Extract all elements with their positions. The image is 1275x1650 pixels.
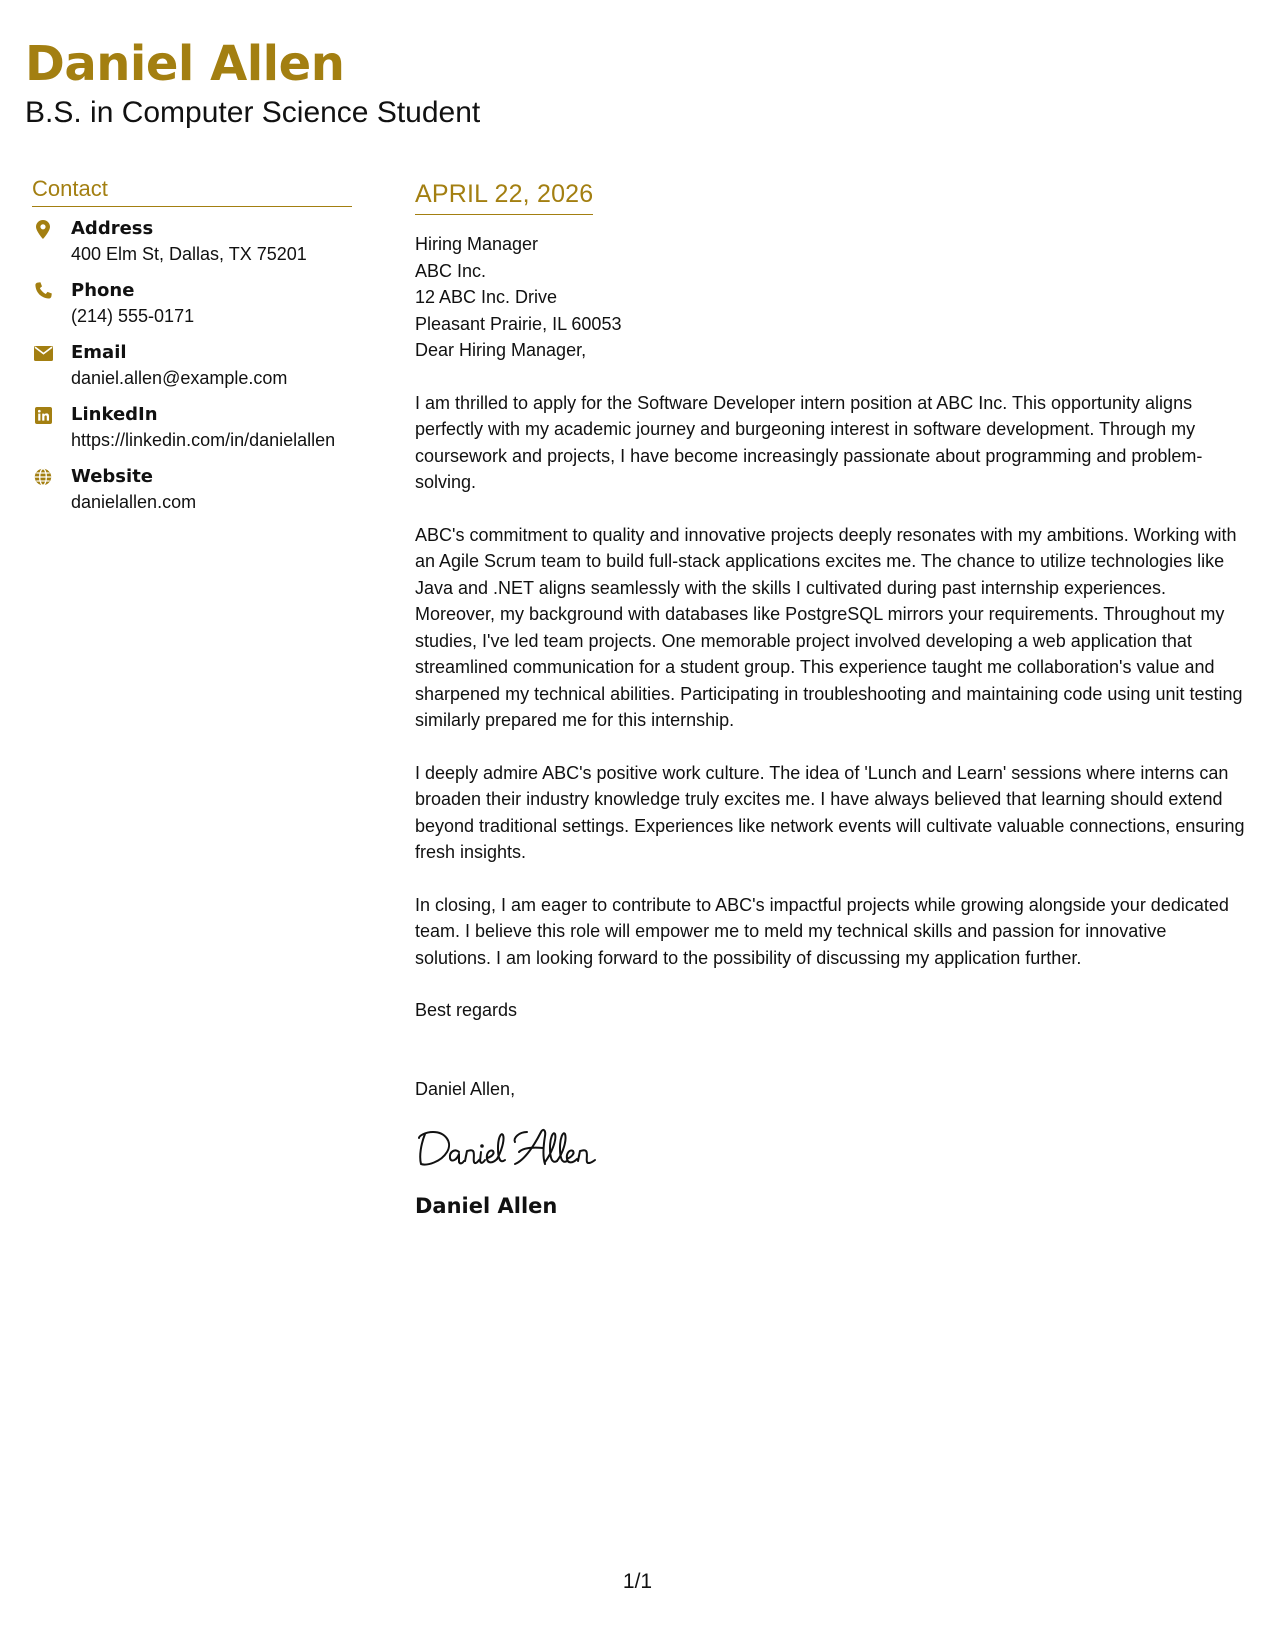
globe-icon <box>33 467 53 487</box>
contact-label: LinkedIn <box>71 404 158 425</box>
contact-heading: Contact <box>32 174 352 207</box>
contact-phone <box>32 279 352 329</box>
letter-date: APRIL 22, 2026 <box>415 177 593 215</box>
signoff-name: Daniel Allen, <box>415 1078 516 1099</box>
recipient-line: Pleasant Prairie, IL 60053 <box>415 313 622 334</box>
contact-label: Website <box>71 466 154 487</box>
contact-label: Email <box>71 342 127 363</box>
letter-paragraph: I deeply admire ABC's positive work culture. The idea of 'Lunch and Learn' sessions where interns can broaden their industry knowledge truly excites me. I have always believed that learning should extend beyond traditional settings. Experiences like network events will cultivate valuable connections, ensuring fresh insights. <box>415 762 1245 862</box>
page-number: 1/1 <box>622 1570 653 1593</box>
contact-label: Address <box>71 218 154 239</box>
salutation: Dear Hiring Manager, <box>415 340 587 360</box>
applicant-name: Daniel Allen <box>25 36 345 92</box>
recipient-line: 12 ABC Inc. Drive <box>415 287 558 307</box>
recipient-line: Hiring Manager <box>415 234 539 254</box>
letter-paragraph: I am thrilled to apply for the Software Developer intern position at ABC Inc. This opportunity aligns perfectly with my academic journey and burgeoning interest in software development. Through my coursework and projects, I have become increasingly passionate about programming and problem-solving. <box>415 392 1203 492</box>
closing-line: Best regards <box>415 1000 518 1020</box>
signer-name: Daniel Allen <box>415 1194 558 1218</box>
letter-paragraph: ABC's commitment to quality and innovative projects deeply resonates with my ambitions. Working with an Agile Scrum team to build full-stack applications excites me. The chance to utilize technologies like Java and .NET aligns seamlessly with the skills I cultivated during past internship experiences. Moreover, my background with databases like PostgreSQL mirrors your requirements. Throughout my studies, I've led team projects. One memorable project involved developing a web application that streamlined communication for a student group. This experience taught me collaboration's value and sharpened my technical abilities. Participating in troubleshooting and maintaining code using unit testing similarly prepared me for this internship. <box>415 524 1243 730</box>
contact-linkedin <box>32 403 352 453</box>
contact-value: danielallen.com <box>71 492 197 512</box>
map-pin-icon <box>33 219 53 239</box>
contact-website <box>32 465 352 515</box>
recipient-block <box>415 231 1245 364</box>
envelope-icon <box>33 343 53 363</box>
contact-label: Phone <box>71 280 135 301</box>
phone-icon <box>33 281 53 301</box>
contact-sidebar <box>32 174 352 527</box>
contact-email <box>32 341 352 391</box>
contact-address <box>32 217 352 267</box>
letter-paragraph: In closing, I am eager to contribute to ABC's impactful projects while growing alongside your dedicated team. I believe this role will empower me to meld my technical skills and passion for innovative solutions. I am looking forward to the possibility of discussing my application further. <box>415 894 1229 968</box>
contact-value: https://linkedin.com/in/danielallen <box>71 430 336 450</box>
contact-value: daniel.allen@example.com <box>71 368 288 388</box>
recipient-line: ABC Inc. <box>415 260 487 281</box>
contact-list <box>32 217 352 515</box>
handwritten-signature <box>415 1120 625 1176</box>
letter-body <box>415 177 1245 1220</box>
contact-value: 400 Elm St, Dallas, TX 75201 <box>71 244 307 264</box>
contact-value: (214) 555-0171 <box>71 306 195 326</box>
applicant-title: B.S. in Computer Science Student <box>25 96 481 129</box>
linkedin-icon <box>33 405 53 425</box>
